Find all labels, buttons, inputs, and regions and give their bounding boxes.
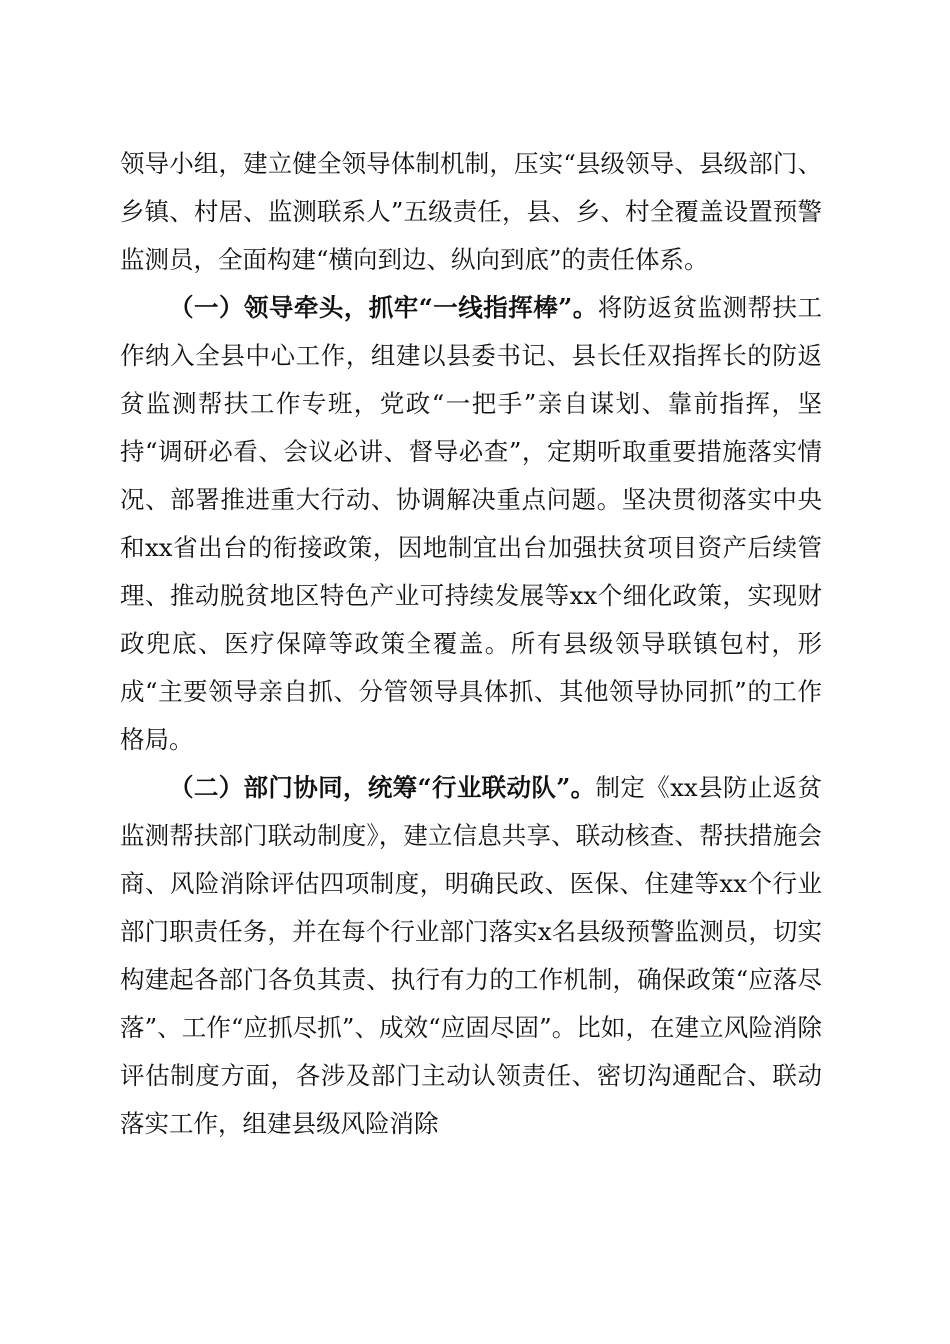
paragraph-text: 将防返贫监测帮扶工作纳入全县中心工作，组建以县委书记、县长任双指挥长的防返贫监测帮扶工作专班，党政“一把手”亲自谋划、靠前指挥，坚持“调研必看、会议必讲、督导必查”，定期听取重要措施落实情况、部署推进重大行动、协调解决重点问题。坚决贯彻落实中央和xx省出台的衔接政策，因地制宜出台加强扶贫项目资产后续管理、推动脱贫地区特色产业可持续发展等xx个细化政策，实现财政兜底、医疗保障等政策全覆盖。所有县级领导联镇包村，形成“主要领导亲自抓、分管领导具体抓、其他领导协同抓”的工作格局。 [120, 293, 823, 754]
section-heading: （一）领导牵头，抓牢“一线指挥棒”。 [169, 293, 598, 322]
paragraph-section-1 [120, 284, 822, 764]
paragraph-text: 领导小组，建立健全领导体制机制，压实“县级领导、县级部门、乡镇、村居、监测联系人”五级责任，县、乡、村全覆盖设置预警监测员，全面构建“横向到边、纵向到底”的责任体系。 [120, 149, 822, 274]
paragraph-text: 制定《xx县防止返贫监测帮扶部门联动制度》，建立信息共享、联动核查、帮扶措施会商、风险消除评估四项制度，明确民政、医保、住建等xx个行业部门职责任务，并在每个行业部门落实x名县级预警监测员，切实构建起各部门各负其责、执行有力的工作机制，确保政策“应落尽落”、工作“应抓尽抓”、成效“应固尽固”。比如，在建立风险消除评估制度方面，各涉及部门主动认领责任、密切沟通配合、联动落实工作，组建县级风险消除 [120, 773, 823, 1138]
paragraph-continuation [120, 140, 822, 284]
document-page [120, 140, 822, 1148]
section-heading: （二）部门协同，统筹“行业联动队”。 [169, 773, 596, 802]
paragraph-section-2 [120, 764, 822, 1148]
